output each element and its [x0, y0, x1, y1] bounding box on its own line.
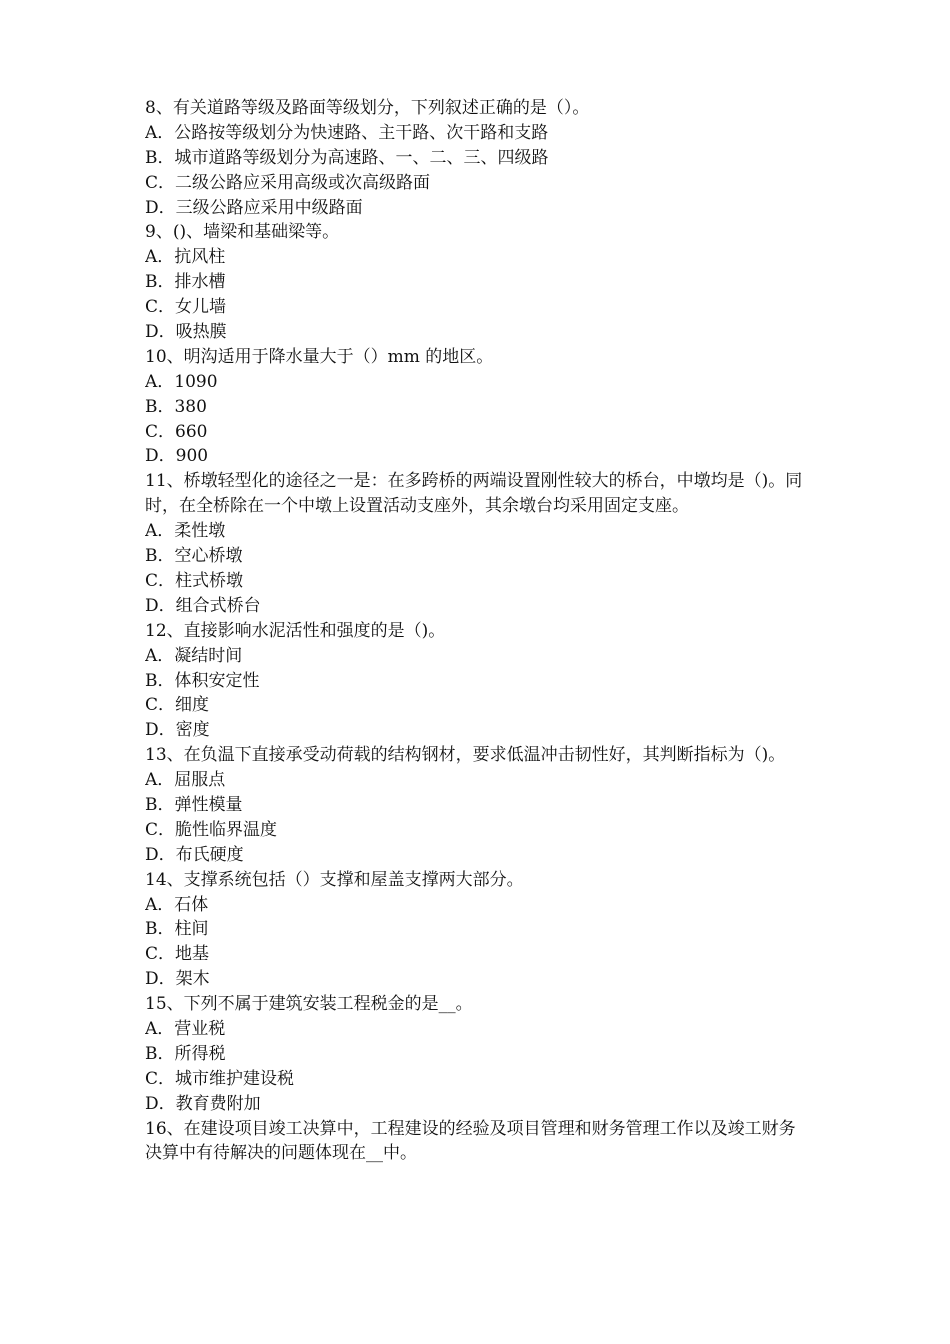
- option-d: D．密度: [145, 720, 210, 741]
- option-b: B．体积安定性: [145, 670, 260, 691]
- question-11: [145, 469, 810, 618]
- question-stem: 8、有关道路等级及路面等级划分，下列叙述正确的是（）。: [145, 98, 590, 118]
- question-stem: 16、在建设项目竣工决算中，工程建设的经验及项目管理和财务管理工作以及竣工财务决算中有待解决的问题体现在__中。: [145, 1118, 796, 1164]
- option-c: C．脆性临界温度: [145, 819, 278, 840]
- option-c: C．地基: [145, 944, 210, 965]
- option-c: C．女儿墙: [145, 297, 227, 318]
- question-stem: 12、直接影响水泥活性和强度的是（)。: [145, 620, 446, 641]
- option-d: D．教育费附加: [145, 1093, 261, 1114]
- option-b: B．所得税: [145, 1043, 226, 1064]
- option-a: A．柔性墩: [145, 521, 226, 542]
- question-stem: 14、支撑系统包括（）支撑和屋盖支撑两大部分。: [145, 869, 524, 890]
- option-c: C．二级公路应采用高级或次高级路面: [145, 172, 431, 193]
- question-stem: 15、下列不属于建筑安装工程税金的是__。: [145, 994, 473, 1015]
- question-8: [145, 96, 810, 220]
- question-16: [145, 1117, 810, 1167]
- document-page: [145, 96, 810, 1166]
- question-15: [145, 992, 810, 1116]
- option-d: D．架木: [145, 969, 210, 990]
- option-a: A．抗风柱: [145, 247, 226, 268]
- question-stem: 11、桥墩轻型化的途径之一是：在多跨桥的两端设置刚性较大的桥台，中墩均是（)。同时，在全桥除在一个中墩上设置活动支座外，其余墩台均采用固定支座。: [145, 471, 803, 517]
- option-b: B．380: [145, 396, 207, 417]
- question-14: [145, 868, 810, 992]
- option-d: D．吸热膜: [145, 322, 227, 343]
- option-d: D．900: [145, 446, 209, 467]
- option-c: C．细度: [145, 695, 210, 716]
- question-9: [145, 220, 810, 344]
- question-10: [145, 345, 810, 469]
- option-a: A．石体: [145, 894, 209, 915]
- option-b: B．弹性模量: [145, 794, 243, 815]
- option-a: A．1090: [145, 371, 218, 392]
- option-d: D．布氏硬度: [145, 844, 244, 865]
- option-a: A．公路按等级划分为快速路、主干路、次干路和支路: [145, 122, 549, 143]
- option-a: A．营业税: [145, 1019, 226, 1039]
- question-stem: 9、()、墙梁和基础梁等。: [145, 222, 340, 243]
- question-stem: 13、在负温下直接承受动荷载的结构钢材，要求低温冲击韧性好，其判断指标为（)。: [145, 745, 786, 766]
- question-stem: 10、明沟适用于降水量大于（）mm 的地区。: [145, 346, 494, 367]
- option-b: B．排水槽: [145, 272, 226, 293]
- question-12: [145, 619, 810, 743]
- option-c: C．660: [145, 421, 208, 442]
- option-b: B．城市道路等级划分为高速路、一、二、三、四级路: [145, 147, 549, 168]
- option-d: D．组合式桥台: [145, 595, 261, 616]
- option-a: A．凝结时间: [145, 645, 243, 666]
- option-a: A．屈服点: [145, 770, 226, 791]
- question-13: [145, 743, 810, 867]
- option-b: B．空心桥墩: [145, 546, 243, 567]
- option-b: B．柱间: [145, 919, 209, 940]
- option-c: C．柱式桥墩: [145, 570, 244, 591]
- option-c: C．城市维护建设税: [145, 1068, 295, 1089]
- option-d: D．三级公路应采用中级路面: [145, 197, 363, 218]
